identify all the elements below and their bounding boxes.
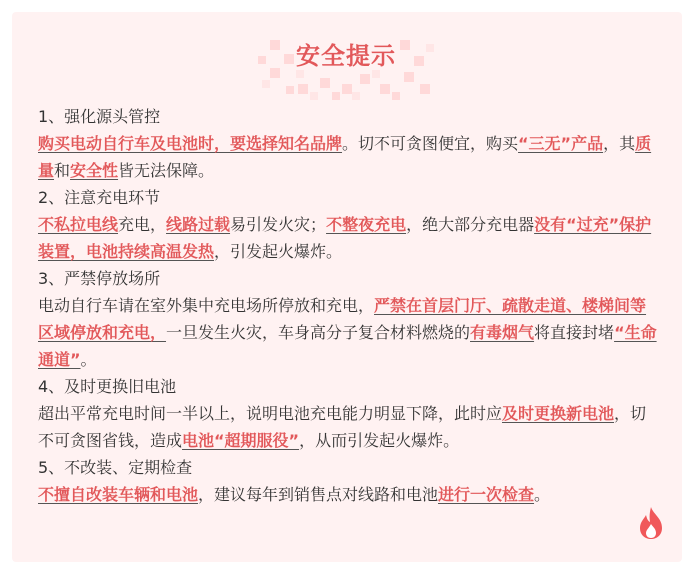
flame-icon (638, 506, 664, 540)
section-heading-5: 5、不改装、定期检查 (38, 458, 193, 477)
section-body-5 (38, 481, 662, 508)
body-text: 。 (534, 485, 551, 504)
body-text: 将直接封堵 (534, 323, 615, 342)
emphasis-text: “三无”产品 (518, 134, 604, 153)
section-heading-3: 3、严禁停放场所 (38, 269, 161, 288)
body-text: 一旦发生火灾，车身高分子复合材料燃烧的 (166, 323, 471, 342)
body-text: 。 (80, 350, 97, 369)
body-text: ，绝大部分充电器 (406, 215, 535, 234)
tips-content (38, 103, 662, 508)
page-title: 安全提示 (296, 42, 396, 70)
body-text: 超出平常充电时间一半以上，说明电池充电能力明显下降，此时应 (38, 404, 503, 423)
body-text: ，从而引发起火爆炸。 (299, 431, 460, 450)
emphasis-text: 有毒烟气 (470, 323, 535, 342)
emphasis-text: 安全性 (70, 161, 119, 180)
emphasis-text: 质量 (38, 134, 652, 180)
section-heading-4: 4、及时更换旧电池 (38, 377, 177, 396)
body-text: 皆无法保障。 (118, 161, 215, 180)
body-text: ，其 (603, 134, 636, 153)
emphasis-text: 不擅自改装车辆和电池 (38, 485, 199, 504)
emphasis-text: “生命通道” (38, 323, 657, 369)
body-text: 充电， (118, 215, 167, 234)
body-text: 易引发火灾； (230, 215, 327, 234)
section-body-4 (38, 400, 662, 454)
section-body-2 (38, 211, 662, 265)
emphasis-text: 没有“过充”保护装置，电池持续高温发热 (38, 215, 652, 261)
emphasis-text: 严禁在首层门厅、疏散走道、楼梯间等区域停放和充电， (38, 296, 647, 342)
section-body-1 (38, 130, 662, 184)
emphasis-text: 线路过载 (166, 215, 231, 234)
body-text: 电动自行车请在室外集中充电场所停放和充电， (38, 296, 375, 315)
body-text: ，切不可贪图省钱，造成 (38, 404, 647, 450)
section-heading-2: 2、注意充电环节 (38, 188, 161, 207)
body-text: 。切不可贪图便宜，购买 (342, 134, 519, 153)
section-body-3 (38, 292, 662, 373)
emphasis-text: 进行一次检查 (438, 485, 535, 504)
emphasis-text: 及时更换新电池 (502, 404, 615, 423)
body-text: ，引发起火爆炸。 (214, 242, 343, 261)
body-text: 和 (54, 161, 71, 180)
emphasis-text: 不整夜充电 (326, 215, 407, 234)
emphasis-text: 电池“超期服役” (182, 431, 300, 450)
body-text: ，建议每年到销售点对线路和电池 (198, 485, 439, 504)
emphasis-text: 购买电动自行车及电池时，要选择知名品牌 (38, 134, 343, 153)
section-heading-1: 1、强化源头管控 (38, 107, 161, 126)
emphasis-text: 不私拉电线 (38, 215, 119, 234)
